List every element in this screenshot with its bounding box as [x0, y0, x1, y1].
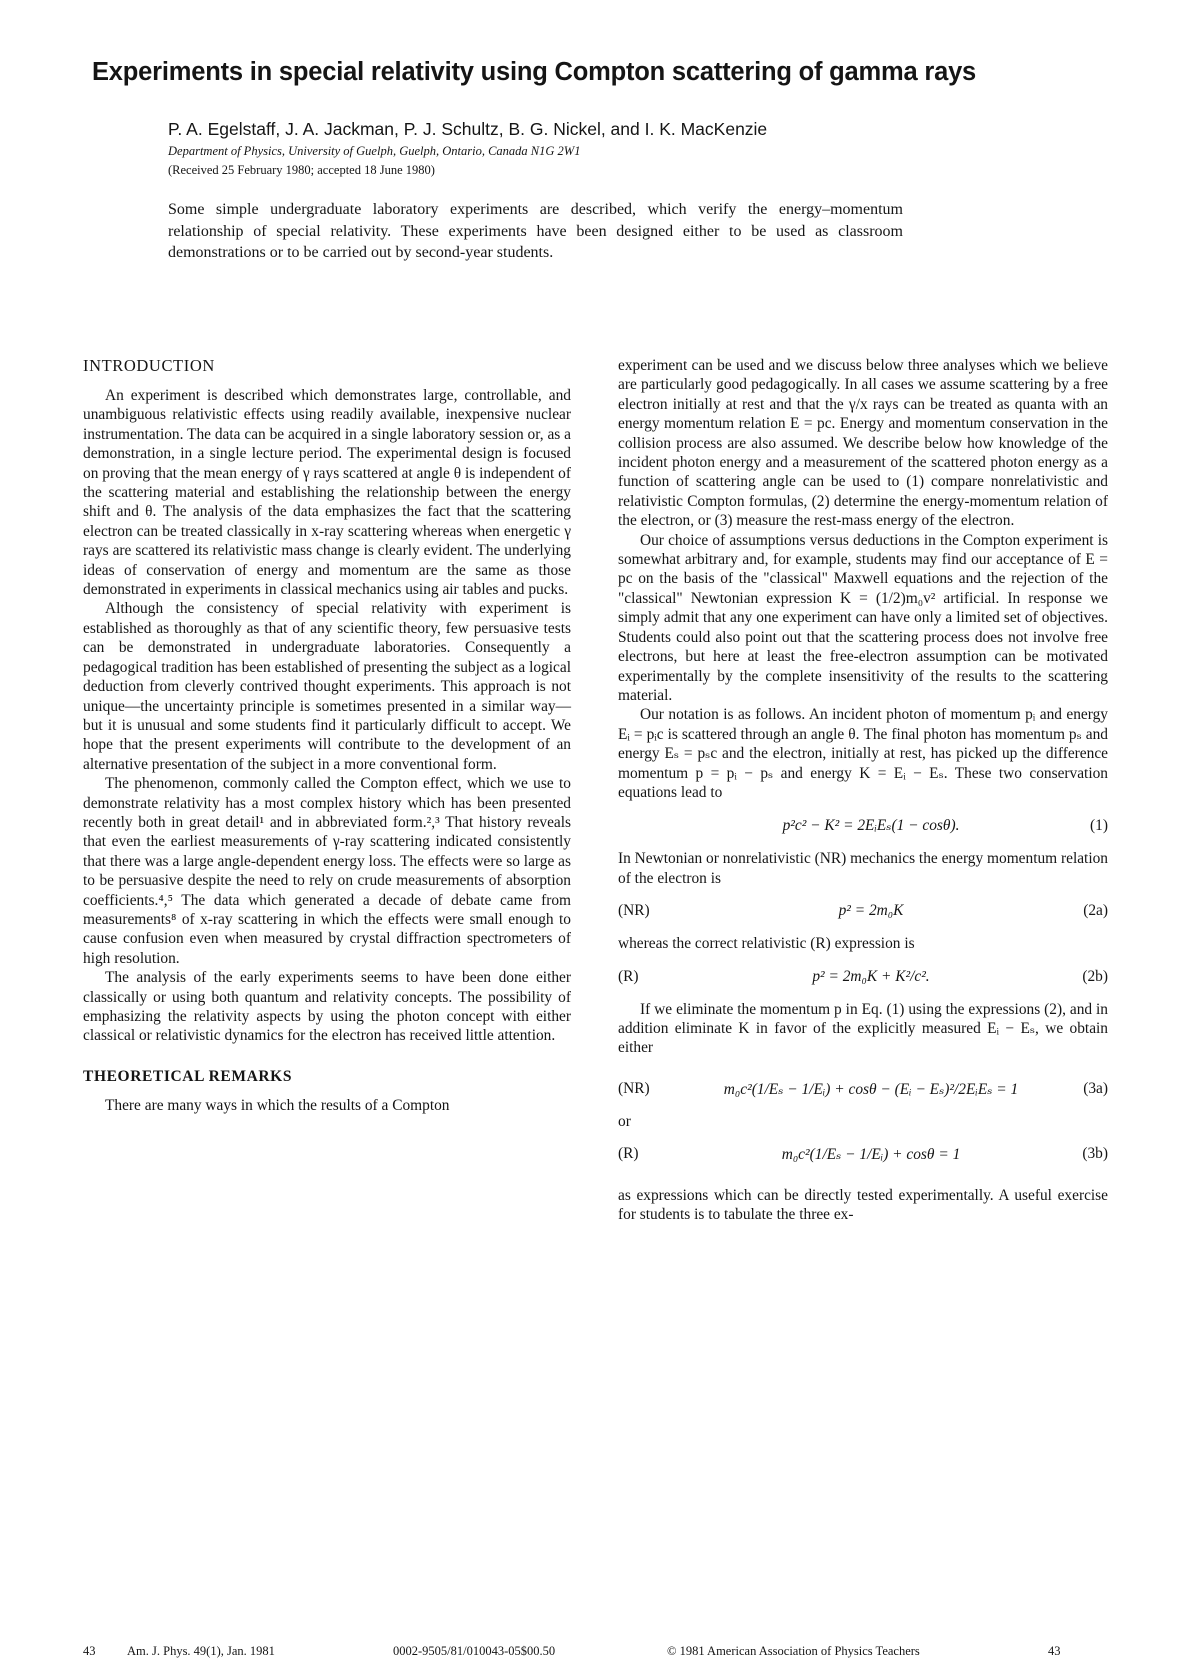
- equation-3a-number: (3a): [1083, 1080, 1108, 1098]
- equation-3a-label: (NR): [618, 1080, 650, 1098]
- equation-2a-body: p² = 2m₀K: [838, 902, 904, 920]
- footer-page-number-left: 43: [83, 1644, 96, 1658]
- body-paragraph-notation: Our notation is as follows. An incident photon of momentum pᵢ and energy Eᵢ = pᵢc is scattered through an angle θ. The final photon has momentum pₛ and energy Eₛ = pₛc and the electron, initially at rest, has picked up the difference momentum p = pᵢ − pₛ and energy K = Eᵢ − Eₛ. These two conservation equations lead to: [618, 706, 1108, 801]
- footer-code: 0002-9505/81/010043-05$00.50: [393, 1644, 556, 1658]
- intro-paragraph-1: An experiment is described which demonstrates large, controllable, and unambiguous relativistic effects using readily available, inexpensive nuclear instrumentation. The data can be acquired in a single laboratory session or, as a demonstration, in a single lecture period. The experimental design is focused on proving that the mean energy of γ rays scattered at angle θ is independent of the scattering material and establishing the relationship between the energy shift and θ. The analysis of the data emphasizes the fact that the scattering electron can be treated classically in x-ray scattering whereas when energetic γ rays are scattered its relativistic mass change is clearly evident. The underlying ideas of conservation of energy and momentum are the same as those demonstrated in experiments in classical mechanics using air tables and pucks.: [83, 387, 571, 599]
- equation-3a-body: m₀c²(1/Eₛ − 1/Eᵢ) + cosθ − (Eᵢ − Eₛ)²/2EᵢEₛ = 1: [723, 1080, 1019, 1098]
- equation-3b-number: (3b): [1082, 1145, 1108, 1163]
- body-paragraph-eliminate: If we eliminate the momentum p in Eq. (1) using the expressions (2), and in addition eliminate K in favor of the explicitly measured Eᵢ − Eₛ, we obtain either: [618, 1000, 1108, 1057]
- section-heading-theoretical-remarks: THEORETICAL REMARKS: [83, 1067, 293, 1085]
- section-heading-introduction: INTRODUCTION: [83, 356, 215, 375]
- equation-2a-number: (2a): [1083, 902, 1108, 920]
- affiliation: Department of Physics, University of Guelph, Guelph, Ontario, Canada N1G 2W1: [168, 144, 581, 158]
- equation-3b-body: m₀c²(1/Eₛ − 1/Eᵢ) + cosθ = 1: [781, 1145, 961, 1163]
- body-paragraph-relativistic: whereas the correct relativistic (R) expression is: [618, 935, 915, 953]
- body-paragraph-newtonian: In Newtonian or nonrelativistic (NR) mechanics the energy momentum relation of the electron is: [618, 850, 1108, 887]
- footer-copyright: © 1981 American Association of Physics Teachers: [667, 1644, 920, 1658]
- intro-paragraph-2: Although the consistency of special relativity with experiment is established as thoroughly as that of any scientific theory, few persuasive tests can be demonstrated in undergraduate laboratories. Consequently a pedagogical tradition has been established of presenting the subject as a logical deduction from cleverly contrived thought experiments. This approach is not unique—the uncertainty principle is sometimes presented in a similar way—but it is unusual and some students find it particularly difficult to accept. We hope that the present experiments will contribute to the development of an alternative presentation of the subject in a more conventional form.: [83, 600, 571, 773]
- or-connector: or: [618, 1112, 631, 1130]
- right-column: [618, 356, 1108, 1225]
- equation-2b-body: p² = 2m₀K + K²/c².: [812, 967, 930, 985]
- equation-2a-label: (NR): [618, 902, 650, 920]
- equation-1: [618, 816, 1108, 835]
- equation-3b-label: (R): [618, 1145, 639, 1163]
- body-paragraph-final: as expressions which can be directly tested experimentally. A useful exercise for students is to tabulate the three ex-: [618, 1186, 1108, 1224]
- left-column: [83, 356, 571, 1115]
- equation-2b-label: (R): [618, 967, 639, 985]
- body-paragraph-assumptions: Our choice of assumptions versus deductions in the Compton experiment is somewhat arbitrary and, for example, students may find our acceptance of E = pc on the basis of the "classical" Maxwell equations and the rejection of the "classical" Newtonian expression K = (1/2)m₀v² artificial. In response we simply admit that any one experiment can have only a limited set of objectives. Students could also point out that the scattering process does not involve free electrons, but here at least the free-electron assumption can be motivated experimentally by the complete insensitivity of the results to the scattering material.: [618, 531, 1108, 704]
- equation-3b: [618, 1145, 1108, 1164]
- equation-2b-number: (2b): [1082, 967, 1108, 985]
- body-paragraph-continued: experiment can be used and we discuss below three analyses which we believe are particularly good pedagogically. In all cases we assume scattering by a free electron initially at rest and that the γ/x rays can be treated as quanta with an energy momentum relation E = pc. Energy and momentum conservation in the collision process are also assumed. We describe below how knowledge of the incident photon energy and a measurement of the scattered photon energy as a function of scattering angle can be used to (1) compare nonrelativistic and relativistic Compton formulas, (2) determine the energy-momentum relation of the electron, or (3) measure the rest-mass energy of the electron.: [618, 357, 1108, 530]
- author-list: P. A. Egelstaff, J. A. Jackman, P. J. Schultz, B. G. Nickel, and I. K. MacKenzie: [168, 119, 768, 139]
- received-dates: (Received 25 February 1980; accepted 18 June 1980): [168, 163, 435, 177]
- intro-paragraph-3: The phenomenon, commonly called the Compton effect, which we use to demonstrate relativity has a most complex history which has been presented recently both in great detail¹ and in abbreviated form.²,³ That history reveals that even the earliest measurements of γ-ray scattering indicated consistently that there was a large angle-dependent energy loss. The effects were so large as to be persuasive despite the need to rely on crude measurements of absorption coefficients.⁴,⁵ The data which generated a decade of debate came from measurements⁸ of x-ray scattering in which the effects were small enough to cause confusion even when measured by crystal diffraction spectrometers of high resolution.: [83, 775, 571, 967]
- intro-paragraph-4: The analysis of the early experiments seems to have been done either classically or using both quantum and relativity concepts. The possibility of emphasizing the relativity aspects by using the photon concept with either classical or relativistic dynamics for the electron has received little attention.: [83, 969, 571, 1045]
- abstract: Some simple undergraduate laboratory experiments are described, which verify the energy–momentum relationship of special relativity. These experiments have been designed either to be used as classroom demonstrations or to be carried out by second-year students.: [168, 201, 903, 261]
- equation-1-body: p²c² − K² = 2EᵢEₛ(1 − cosθ).: [782, 817, 960, 835]
- footer-journal: Am. J. Phys. 49(1), Jan. 1981: [127, 1644, 275, 1658]
- theory-paragraph: There are many ways in which the results of a Compton: [105, 1096, 450, 1114]
- footer-page-number-right: 43: [1048, 1644, 1061, 1658]
- paper-title: Experiments in special relativity using Compton scattering of gamma rays: [92, 58, 977, 86]
- equation-2b: [618, 968, 1108, 986]
- equation-2a: [618, 902, 1108, 920]
- equation-1-number: (1): [1090, 816, 1108, 834]
- equation-3a: [618, 1080, 1108, 1099]
